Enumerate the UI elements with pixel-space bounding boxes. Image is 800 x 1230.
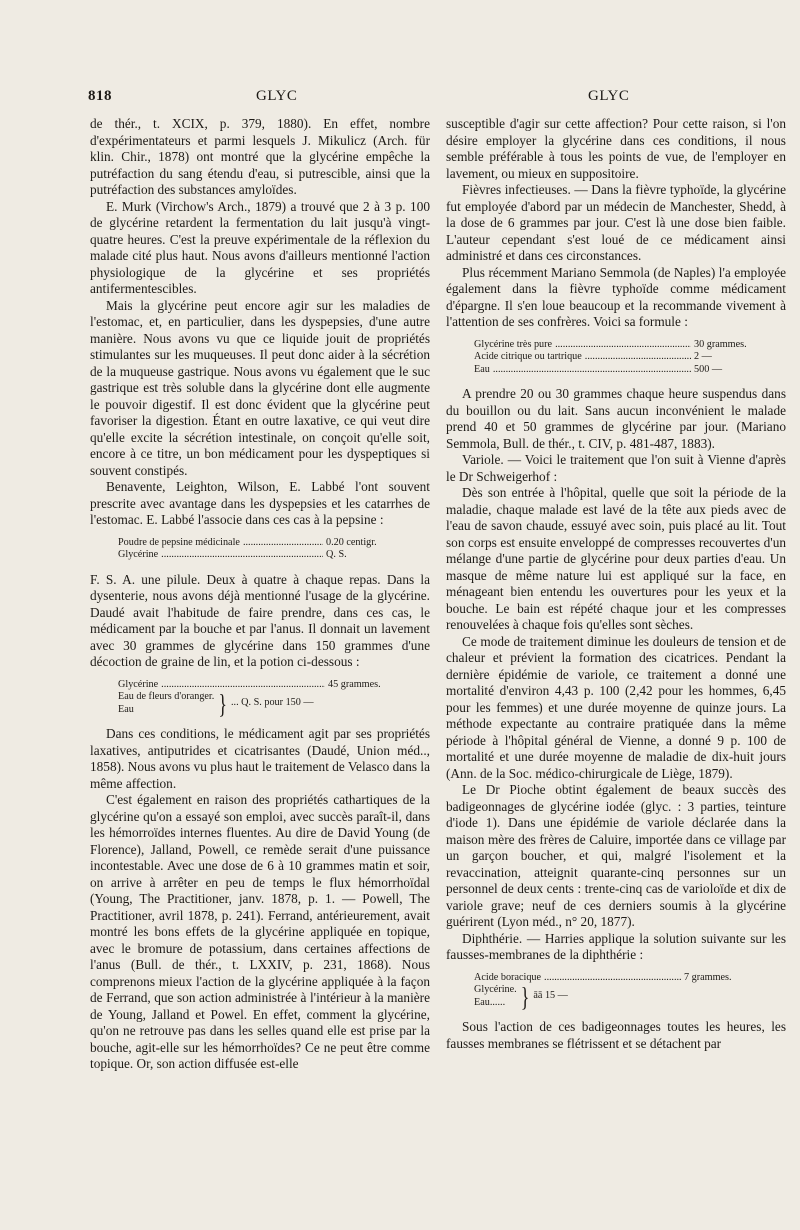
- ingredient-name: Glycérine: [118, 678, 159, 690]
- ingredient-quantity: 7 grammes.: [684, 971, 732, 983]
- ingredient-name: Glycérine.: [474, 984, 517, 995]
- dot-leader: [161, 679, 325, 692]
- ingredient-name: Acide citrique ou tartrique: [474, 351, 582, 362]
- paragraph: susceptible d'agir sur cette affection? Pour cette raison, si l'on désire employer la glycérine dans ces conditions, il nous semble préférable à tous les points de vue, de l'employer en lavement, ou mieux en suppositoire.: [446, 116, 786, 181]
- ingredient-quantity: Q. S.: [326, 549, 347, 560]
- ingredient-quantity: ... Q. S. pour 150 —: [230, 697, 314, 709]
- brace-glyph: }: [520, 981, 530, 1012]
- prescription-formula: [474, 339, 764, 377]
- running-head-right: GLYC: [588, 88, 630, 104]
- ingredient-name: Glycérine: [118, 549, 159, 560]
- formula-line: [474, 339, 764, 352]
- dot-leader: [493, 364, 691, 377]
- ingredient-name: Eau......: [474, 996, 506, 1008]
- prescription-formula: [118, 537, 408, 562]
- paragraph: de thér., t. XCIX, p. 379, 1880). En effet, nombre d'expérimentateurs et parmi lesquels J. Mikulicz (Arch. für klin. Chir., 1878) ont montré que la glycérine empêche la putréfaction du sang étendu d'eau, si putrescible, ainsi que la putréfaction des substances amyloïdes.: [90, 116, 430, 197]
- paragraph: Variole. — Voici le traitement que l'on suit à Vienne d'après le Dr Schweigerhof :: [446, 452, 786, 484]
- paragraph: E. Murk (Virchow's Arch., 1879) a trouvé que 2 à 3 p. 100 de glycérine retardent la fermentation du lait jusqu'à vingt-quatre heures. C'est la preuve expérimentale de la réflexion du malade cité plus haut. Nous avons d'ailleurs mentionné l'action physiologique de la glycérine et ses propriétés antifermentescibles.: [90, 198, 430, 296]
- ingredient-name: Eau: [474, 363, 490, 375]
- grouped-ingredients: [118, 691, 214, 716]
- paragraph: A prendre 20 ou 30 grammes chaque heure suspendus dans du bouillon ou du lait. Sans aucun inconvénient le malade prend 40 et 50 grammes de glycérine par jour. (Mariano Semmola, Bull. de thér., t. CIV, p. 481-487, 1883).: [446, 386, 786, 451]
- paragraph: Ce mode de traitement diminue les douleurs de tension et de chaleur et prévient la formation des cicatrices. Pendant la dernière épidémie de variole, ce traitement a donné une mortalité d'environ 4,43 p. 100 (2,42 pour les hommes, 6,45 pour les femmes) et une durée moyenne de quinze jours. La méthode expectante au contraire pratiquée dans la même période à l'hôpital général de Vienne, a donné 9 p. 100 de mortalité et une durée moyenne de maladie de dix-huit jours (Ann. de la Soc. médico-chirurgicale de Liège, 1879).: [446, 633, 786, 781]
- formula-line: [118, 537, 408, 550]
- dot-leader: [585, 351, 691, 364]
- ingredient-name: Glycérine très pure: [474, 338, 553, 350]
- formula-group: [474, 981, 764, 1012]
- running-head-left: GLYC: [256, 88, 298, 104]
- right-column: [446, 116, 786, 1052]
- formula-line: [474, 364, 764, 377]
- ingredient-quantity: 2 —: [694, 351, 712, 362]
- prescription-formula: [118, 679, 408, 717]
- paragraph: Le Dr Pioche obtint également de beaux succès des badigeonnages de glycérine iodée (glyc. : 3 parties, teinture d'iode 1). Dans une épidémie de variole déclarée dans la maison mère des frères de Caluire, importée dans ce village par un garçon boucher, et qui, malgré l'isolement et la revaccination, atteignit quarante-cinq personnes sur un personnel de deux cents : trente-cinq cas de varioloïde et dix de variole grave; neuf de ces derniers soumis à la glycérine guérirent (Lyon méd., n° 20, 1877).: [446, 782, 786, 929]
- page-number: 818: [88, 88, 112, 104]
- paragraph: Fièvres infectieuses. — Dans la fièvre typhoïde, la glycérine fut employée d'abord par un médecin de Manchester, Shedd, à la dose de 6 grammes par jour. C'est là une dose bien faible. L'auteur cependant s'est loué de ce médicament ainsi administré et dans ces circonstances.: [446, 182, 786, 263]
- formula-line: [118, 679, 408, 692]
- formula-group: [118, 688, 408, 719]
- paragraph: Mais la glycérine peut encore agir sur les maladies de l'estomac, et, en particulier, dans les dyspepsies, d'une autre manière. Nous avons vu que ce liquide jouit de propriétés stimulantes sur les muqueuses. Il peut donc aider à la sécrétion de la muqueuse gastrique. Nous avons vu également que le suc gastrique est très soluble dans la glycérine dont elle augmente le pouvoir digestif. Il est donc évident que la glycérine peut favoriser la digestion. Étant en outre laxative, ce qui veut dire qu'elle excite la sécrétion intestinale, on conçoit qu'elle soit, encore à ce titre, un bon médicament pour les dyspeptiques si souvent constipés.: [90, 297, 430, 478]
- brace-glyph: }: [218, 688, 227, 719]
- ingredient-quantity: 0.20 centigr.: [326, 536, 377, 548]
- dot-leader: [544, 972, 681, 985]
- ingredient-name: Eau de fleurs d'oranger.: [118, 691, 215, 702]
- paragraph: Sous l'action de ces badigeonnages toutes les heures, les fausses membranes se flétrissent et se détachent par: [446, 1019, 786, 1051]
- paragraph: Benavente, Leighton, Wilson, E. Labbé l'ont souvent prescrite avec avantage dans les dyspepsies et les catarrhes de l'estomac. E. Labbé l'associe dans ces cas à la pepsine :: [90, 479, 430, 527]
- ingredient-name: Acide boracique: [474, 971, 542, 983]
- formula-line: [118, 549, 408, 562]
- grouped-ingredients: [474, 984, 517, 1009]
- ingredient-name: Eau: [118, 703, 134, 715]
- paragraph: Dès son entrée à l'hôpital, quelle que soit la période de la maladie, chaque malade est lavé de la tête aux pieds avec de l'eau de savon chaude, essuyé avec soin, puis placé au lit. Tout son corps est ensuite enveloppé de compresses recouvertes d'un mélange d'une partie de glycérine pour deux parties d'eau. Un masque de même nature lui est appliqué sur la face, en ménageant bien entendu les ouvertures pour les yeux et la bouche. Le bain est répété chaque jour et les compresses renouvelées à chaque fois qu'elles sont sèches.: [446, 485, 786, 632]
- ingredient-quantity: 45 grammes.: [328, 678, 381, 690]
- dot-leader: [161, 549, 323, 562]
- ingredient-quantity: 30 grammes.: [694, 338, 747, 350]
- prescription-formula: [474, 972, 764, 1010]
- formula-line: [474, 972, 764, 985]
- ingredient-name: Poudre de pepsine médicinale: [118, 536, 240, 548]
- paragraph: Diphthérie. — Harries applique la solution suivante sur les fausses-membranes de la diphthérie :: [446, 930, 786, 962]
- paragraph: Dans ces conditions, le médicament agit par ses propriétés laxatives, antiputrides et cicatrisantes (Daudé, Union méd.., 1858). Nous avons vu plus haut le traitement de Velasco dans la même affection.: [90, 726, 430, 791]
- paragraph: Plus récemment Mariano Semmola (de Naples) l'a employée également dans la fièvre typhoïde comme médicament d'épargne. Il s'en loue beaucoup et la recommande vivement à l'attention de ses confrères. Voici sa formule :: [446, 264, 786, 329]
- left-column: [90, 116, 430, 1073]
- paragraph: F. S. A. une pilule. Deux à quatre à chaque repas. Dans la dysenterie, nous avons déjà mentionné l'usage de la glycérine. Daudé avait l'habitude de faire prendre, dans ces cas, le médicament par la bouche et par l'anus. Il donnait un lavement avec 30 grammes de glycérine dans 150 grammes d'une décoction de graine de lin, et la potion ci-dessous :: [90, 571, 430, 669]
- paragraph: C'est également en raison des propriétés cathartiques de la glycérine qu'on a essayé son emploi, avec succès paraît-il, dans les hémorroïdes internes fluentes. Au dire de David Young (de Florence), Jalland, Powell, ce remède serait d'une puissance incontestable. Avec une dose de 6 à 10 grammes matin et soir, on arrive à arrêter en peu de temps le flux hémorrhoïdal (Young, The Practitioner, janv. 1878, p. 1. — Powell, The Practitioner, avril 1878, p. 241). Ferrand, antérieurement, avait montré les bons effets de la glycérine appliquée en topique, avec le bromure de potassium, dans certaines affections de l'anus (Bull. de thér., t. LXXIV, p. 231, 1868). Nous comprenons mieux l'action de la glycérine appliquée à la façon de Ferrand, que son action administrée à l'intérieur à la manière de Young, Jalland et Powel. En effet, comment la glycérine, qu'on ne retrouve pas dans les selles quand elle est prise par la bouche, agit-elle sur les hémorrhoïdes? Ce ne peut être comme topique. Or, son action diffusée est-elle: [90, 792, 430, 1071]
- dot-leader: [555, 339, 691, 352]
- formula-line: [474, 351, 764, 364]
- ingredient-quantity: 500 —: [694, 363, 723, 375]
- dot-leader: [243, 537, 323, 550]
- ingredient-quantity: āā 15 —: [533, 990, 568, 1002]
